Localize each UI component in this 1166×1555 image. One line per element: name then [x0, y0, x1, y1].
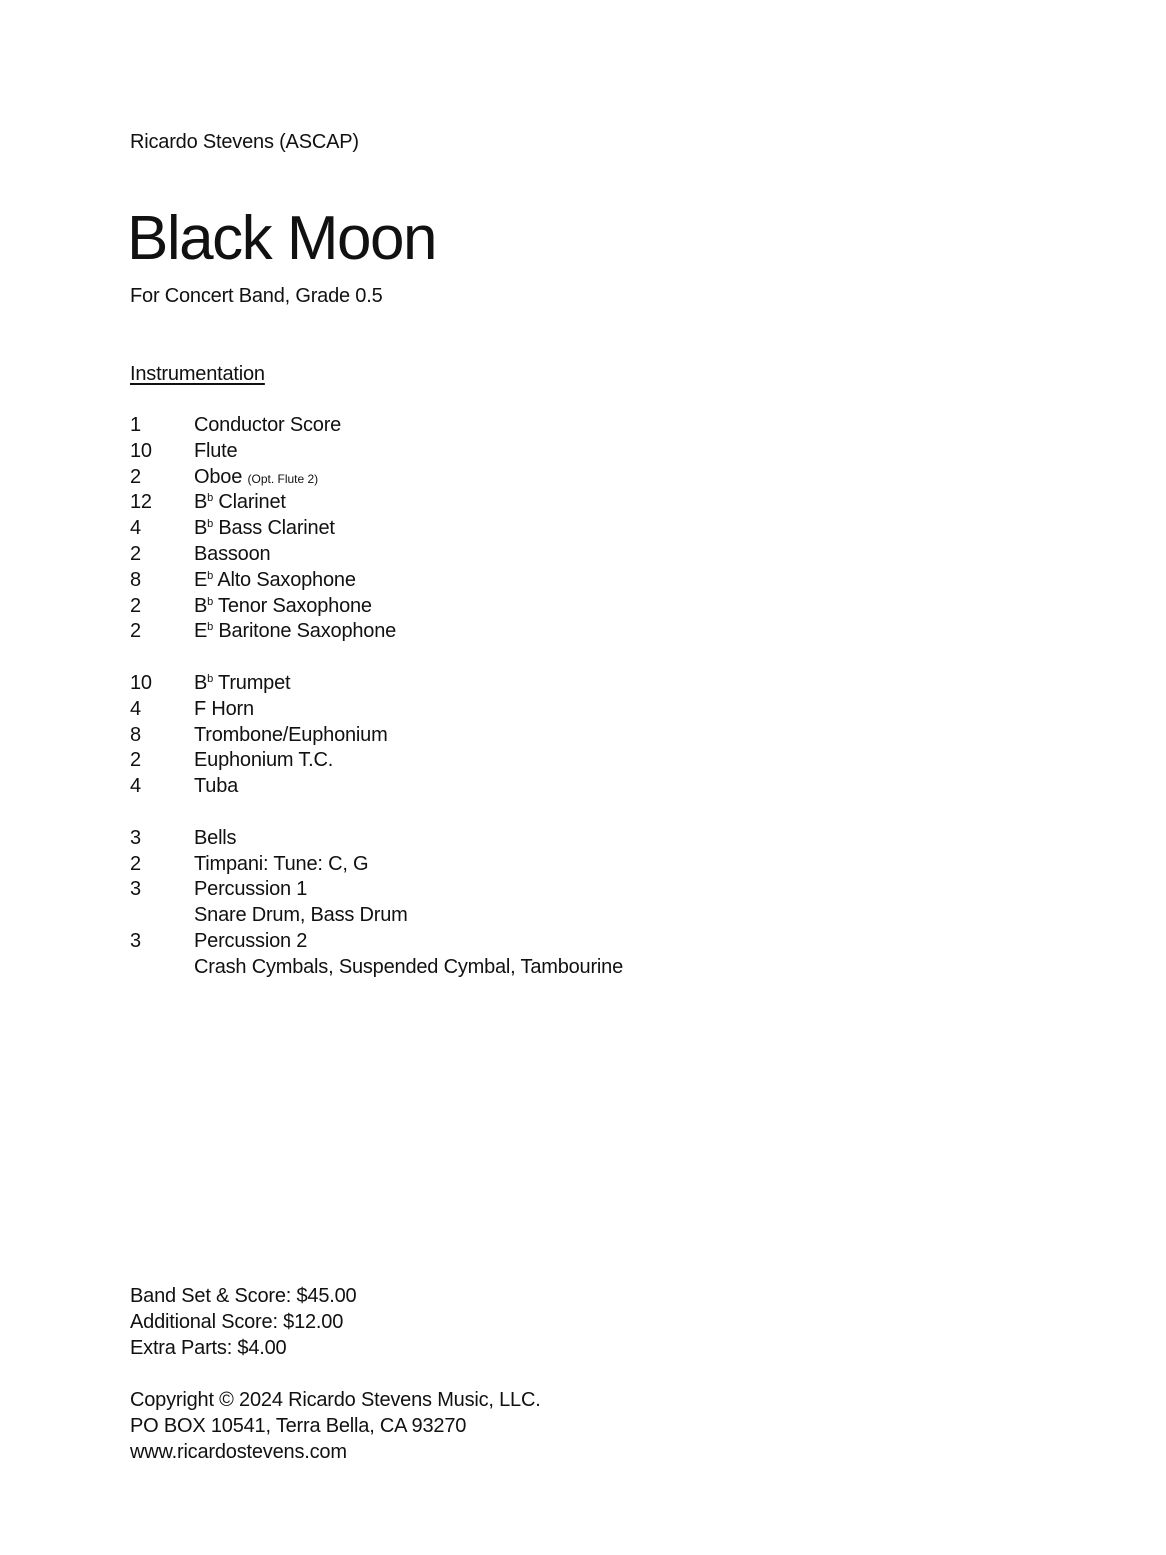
instrument-row — [130, 516, 623, 542]
instrument-name-text: Trombone/Euphonium — [194, 723, 388, 746]
instrument-name — [194, 542, 270, 568]
flat-sign: b — [207, 595, 214, 608]
instrument-quantity: 1 — [130, 414, 141, 436]
instrument-quantity: 10 — [130, 439, 152, 462]
instrument-row — [130, 774, 623, 800]
instrument-row — [130, 903, 623, 929]
instrument-quantity: 2 — [130, 852, 141, 875]
instrument-row — [130, 929, 623, 955]
instrument-quantity: 8 — [130, 568, 141, 591]
flat-sign: b — [207, 492, 214, 505]
instrument-name — [194, 619, 396, 645]
instrument-row — [130, 748, 623, 774]
publisher-address: PO BOX 10541, Terra Bella, CA 93270 — [130, 1414, 467, 1437]
instrument-quantity: 3 — [130, 826, 141, 849]
instrument-name-text: B — [194, 517, 208, 540]
instrument-quantity: 3 — [130, 878, 141, 901]
instrument-name-text: Bassoon — [194, 542, 271, 565]
instrument-quantity: 2 — [130, 620, 141, 643]
instrument-name — [194, 594, 372, 620]
instrument-row — [130, 413, 623, 439]
instrument-quantity: 10 — [130, 671, 152, 694]
instrument-row — [130, 594, 623, 620]
instrument-name-text: Flute — [194, 439, 238, 462]
instrument-name-text: Tuba — [194, 775, 239, 798]
instrument-name-text: Euphonium T.C. — [194, 749, 334, 772]
page-subtitle: For Concert Band, Grade 0.5 — [130, 285, 383, 307]
instrument-row — [130, 542, 623, 568]
instrument-name-text: E — [194, 620, 208, 643]
instrument-name-suffix: Trumpet — [213, 671, 291, 694]
instrument-name-text: Percussion 2 — [194, 929, 308, 952]
instrument-name-text: Percussion 1 — [194, 878, 308, 901]
instrument-name — [194, 748, 333, 774]
instrument-name — [194, 903, 408, 929]
instrument-name-text: Timpani: Tune: C, G — [194, 852, 369, 875]
instrument-name-text: Snare Drum, Bass Drum — [194, 904, 408, 927]
instrument-name — [194, 516, 335, 542]
instrument-name-text: B — [194, 594, 208, 617]
instrument-row — [130, 465, 623, 491]
instrument-name-suffix: Alto Saxophone — [213, 568, 356, 591]
instrument-name — [194, 723, 388, 749]
instrument-row — [130, 697, 623, 723]
instrument-row — [130, 877, 623, 903]
instrument-row — [130, 671, 623, 697]
instrument-row — [130, 619, 623, 645]
instrument-name — [194, 955, 623, 981]
instrument-quantity: 4 — [130, 697, 141, 720]
flat-sign: b — [207, 569, 214, 582]
instrument-quantity: 8 — [130, 723, 141, 746]
pricing-block — [130, 1284, 356, 1361]
instrument-quantity: 4 — [130, 517, 141, 540]
flat-sign: b — [207, 621, 214, 634]
instrument-name — [194, 929, 307, 955]
instrument-name-text: B — [194, 671, 208, 694]
instrument-name-suffix: Clarinet — [213, 491, 286, 514]
price-band-set: Band Set & Score: $45.00 — [130, 1285, 357, 1307]
instrument-name — [194, 697, 254, 723]
instrumentation-list — [130, 413, 623, 981]
instrument-name — [194, 826, 236, 852]
instrument-name-suffix: Bass Clarinet — [213, 517, 335, 540]
instrument-name-text: Bells — [194, 826, 237, 849]
instrument-name-text: Crash Cymbals, Suspended Cymbal, Tambourine — [194, 955, 624, 978]
instrument-name — [194, 465, 318, 491]
instrument-note: (Opt. Flute 2) — [247, 471, 319, 486]
page-title: Black Moon — [127, 204, 436, 273]
copyright-notice: Copyright © 2024 Ricardo Stevens Music, LLC. — [130, 1389, 541, 1411]
instrument-row — [130, 955, 623, 981]
instrument-name — [194, 413, 341, 439]
price-additional-score: Additional Score: $12.00 — [130, 1310, 344, 1333]
instrument-name — [194, 490, 286, 516]
instrument-row — [130, 568, 623, 594]
instrument-quantity: 2 — [130, 465, 141, 488]
instrument-name-text: E — [194, 568, 208, 591]
instrument-quantity: 3 — [130, 929, 141, 952]
instrument-name-text: F Horn — [194, 697, 254, 720]
flat-sign: b — [207, 672, 214, 685]
instrument-row — [130, 723, 623, 749]
instrument-name — [194, 439, 237, 465]
instrument-quantity: 2 — [130, 542, 141, 565]
instrument-name-suffix: Tenor Saxophone — [213, 594, 372, 617]
instrument-name — [194, 877, 307, 903]
instrument-name — [194, 774, 238, 800]
price-extra-parts: Extra Parts: $4.00 — [130, 1336, 287, 1359]
instrument-row — [130, 826, 623, 852]
instrument-quantity: 4 — [130, 775, 141, 798]
instrument-row — [130, 439, 623, 465]
flat-sign: b — [207, 518, 214, 531]
instrument-quantity — [130, 955, 194, 981]
instrument-quantity: 2 — [130, 749, 141, 772]
instrument-name — [194, 852, 368, 878]
instrumentation-heading: Instrumentation — [130, 363, 265, 385]
instrument-row — [130, 490, 623, 516]
instrument-quantity: 2 — [130, 594, 141, 617]
publisher-website[interactable]: www.ricardostevens.com — [130, 1440, 347, 1463]
instrument-name-text: Oboe — [194, 465, 248, 488]
instrument-name-text: Conductor Score — [194, 414, 342, 436]
instrument-name-text: B — [194, 491, 208, 514]
instrument-row — [130, 852, 623, 878]
instrument-quantity: 12 — [130, 491, 152, 514]
instrument-name-suffix: Baritone Saxophone — [213, 620, 397, 643]
instrument-quantity — [130, 903, 194, 929]
instrument-name — [194, 568, 356, 594]
composer-credit: Ricardo Stevens (ASCAP) — [130, 131, 359, 153]
instrument-name — [194, 671, 290, 697]
publisher-footer — [130, 1388, 541, 1465]
